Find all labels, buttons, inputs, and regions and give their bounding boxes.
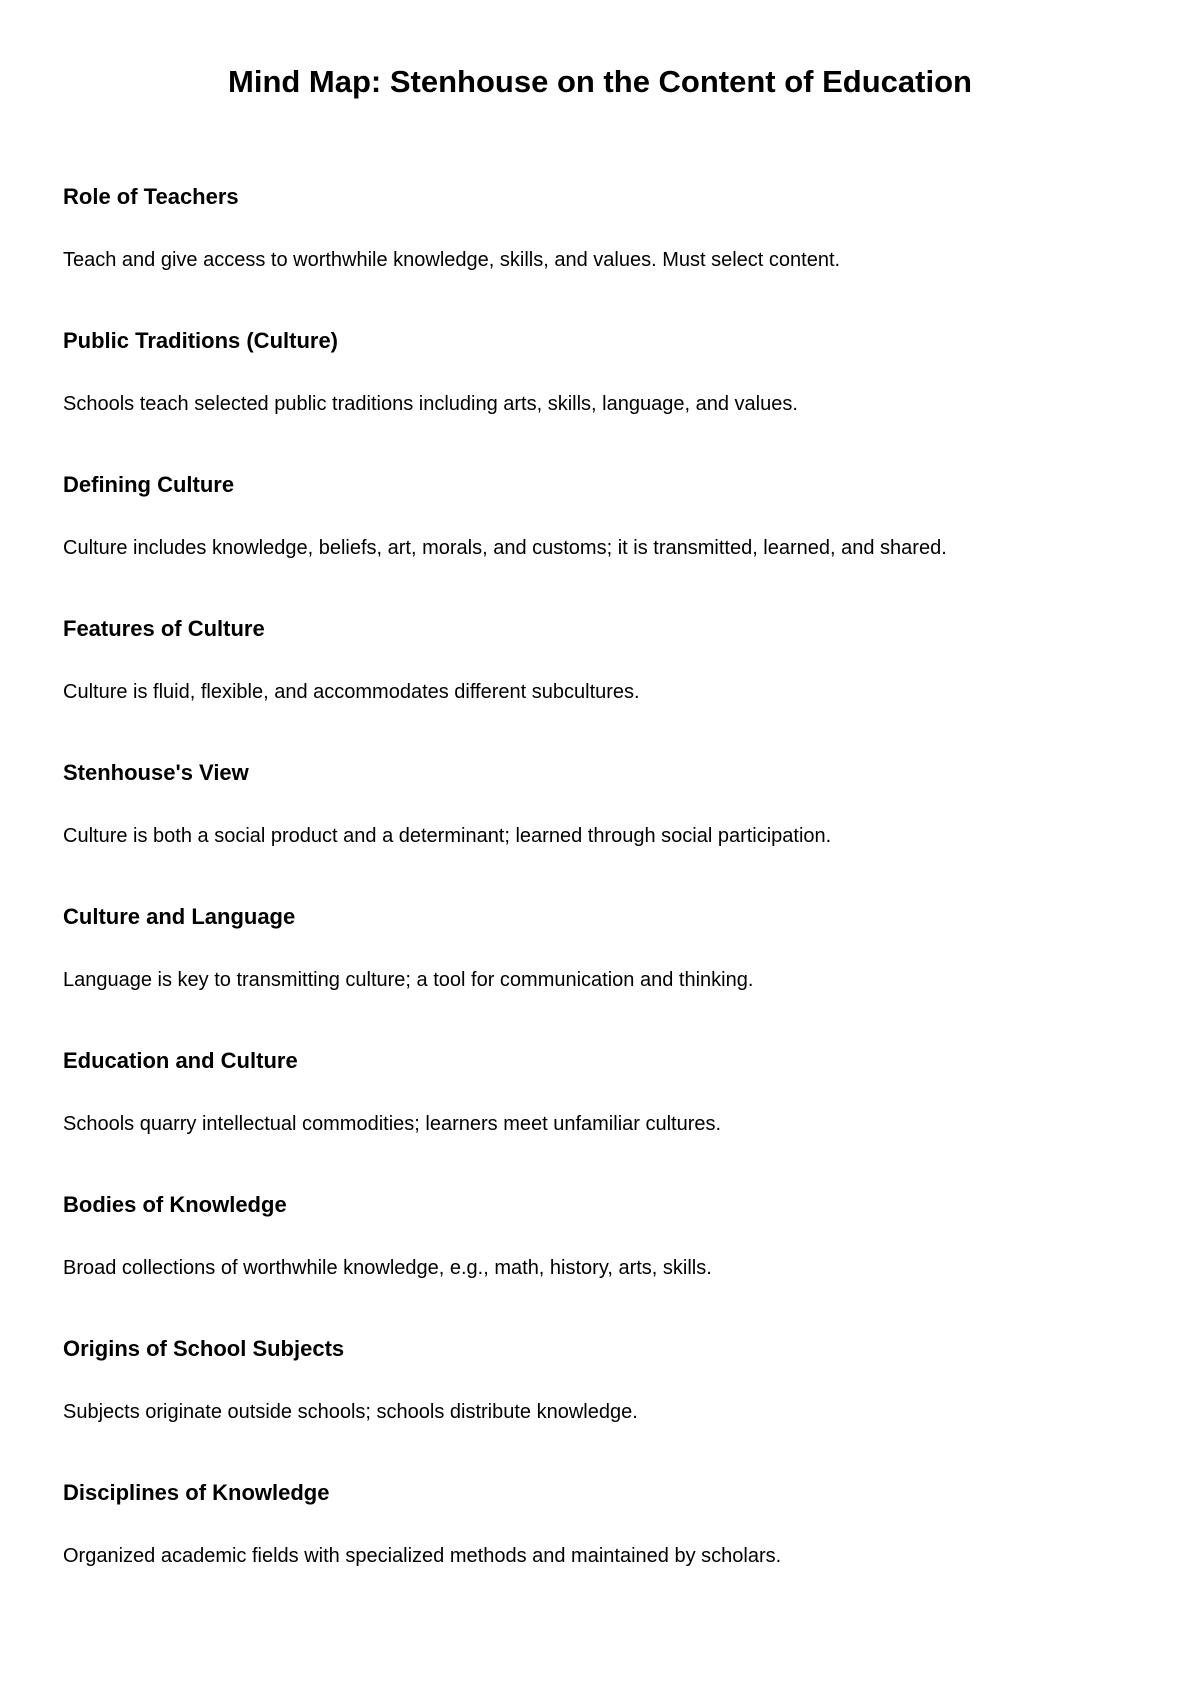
section-defining-culture (63, 472, 1143, 616)
section-heading: Education and Culture (63, 1048, 298, 1073)
section-culture-and-language (63, 904, 1143, 1048)
section-role-of-teachers (63, 184, 1143, 328)
section-heading: Defining Culture (63, 472, 235, 497)
section-text: Subjects originate outside schools; schools distribute knowledge. (63, 1401, 638, 1423)
section-heading: Culture and Language (63, 904, 296, 929)
section-text: Culture is fluid, flexible, and accommodates different subcultures. (63, 681, 640, 703)
section-heading: Stenhouse's View (63, 760, 249, 785)
section-text: Teach and give access to worthwhile knowledge, skills, and values. Must select content. (63, 249, 841, 271)
section-text: Schools teach selected public traditions including arts, skills, language, and values. (63, 393, 798, 415)
section-text: Culture is both a social product and a determinant; learned through social participation. (63, 825, 832, 847)
section-heading: Origins of School Subjects (63, 1336, 345, 1361)
section-education-and-culture (63, 1048, 1143, 1192)
section-heading: Role of Teachers (63, 184, 239, 209)
section-disciplines-of-knowledge (63, 1480, 1143, 1624)
section-heading: Bodies of Knowledge (63, 1192, 287, 1217)
section-public-traditions (63, 328, 1143, 472)
section-stenhouses-view (63, 760, 1143, 904)
section-bodies-of-knowledge (63, 1192, 1143, 1336)
section-text: Organized academic fields with specialized methods and maintained by scholars. (63, 1545, 782, 1567)
section-heading: Features of Culture (63, 616, 265, 641)
section-text: Schools quarry intellectual commodities; learners meet unfamiliar cultures. (63, 1113, 722, 1135)
section-text: Broad collections of worthwhile knowledge, e.g., math, history, arts, skills. (63, 1257, 712, 1279)
section-list (63, 184, 1143, 1624)
section-features-of-culture (63, 616, 1143, 760)
section-heading: Public Traditions (Culture) (63, 328, 339, 353)
section-heading: Disciplines of Knowledge (63, 1480, 330, 1505)
section-text: Language is key to transmitting culture; a tool for communication and thinking. (63, 969, 754, 991)
section-origins-of-school-subjects (63, 1336, 1143, 1480)
page-title: Mind Map: Stenhouse on the Content of Education (228, 64, 972, 99)
section-text: Culture includes knowledge, beliefs, art, morals, and customs; it is transmitted, learned, and shared. (63, 537, 947, 559)
